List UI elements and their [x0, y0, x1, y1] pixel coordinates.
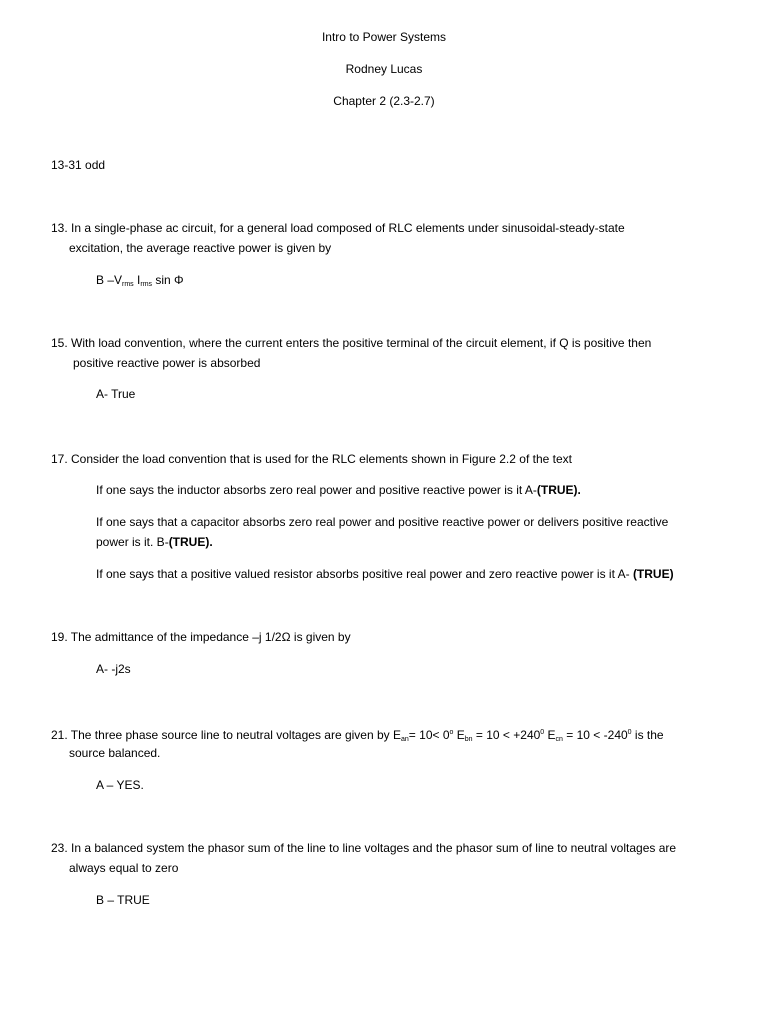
course-title: Intro to Power Systems — [321, 30, 447, 44]
q19-answer: A- -j2s — [96, 662, 131, 676]
q21-line2: source balanced. — [69, 746, 161, 760]
author-name: Rodney Lucas — [345, 62, 423, 76]
q15-line1: 15. With load convention, where the current enters the positive terminal of the circuit element, if Q is positive then — [51, 336, 652, 350]
q15-answer: A- True — [96, 387, 136, 401]
q21-line1: 21. The three phase source line to neutral voltages are given by $E_{an}= 10< 0^o$ $E_{bn} = 10 < +240^0$ $E_{cn} = 10 < -240^0$ is the — [51, 728, 664, 743]
q21-answer: A – YES. — [96, 778, 144, 792]
q23-line2: always equal to zero — [69, 861, 179, 875]
q17-answer-resistor: If one says that a positive valued resistor absorbs positive real power and zero reactive power is it A- (TRUE) — [96, 567, 674, 581]
q15-line2: positive reactive power is absorbed — [73, 356, 261, 370]
q13-line2: excitation, the average reactive power is given by — [69, 241, 332, 255]
assignment-range: 13-31 odd — [51, 158, 106, 172]
q17-answer-inductor: If one says the inductor absorbs zero real power and positive reactive power is it A-(TRUE). — [96, 483, 581, 497]
q19-line1: 19. The admittance of the impedance –j 1/2Ω is given by — [51, 630, 351, 644]
q17-answer-capacitor-line2: power is it. B-(TRUE). — [96, 535, 213, 549]
q13-line1: 13. In a single-phase ac circuit, for a general load composed of RLC elements under sinusoidal-steady-state — [51, 221, 625, 235]
chapter-title: Chapter 2 (2.3-2.7) — [333, 94, 435, 108]
q23-line1: 23. In a balanced system the phasor sum of the line to line voltages and the phasor sum of line to neutral voltages are — [51, 841, 677, 855]
q17-answer-capacitor-line1: If one says that a capacitor absorbs zero real power and positive reactive power or delivers positive reactive — [96, 515, 669, 529]
q13-answer: B $-V_{rms}$ $I_{rms}$ sin Φ — [96, 273, 184, 288]
q23-answer: B – TRUE — [96, 893, 150, 907]
q17-line1: 17. Consider the load convention that is used for the RLC elements shown in Figure 2.2 of the text — [51, 452, 572, 466]
